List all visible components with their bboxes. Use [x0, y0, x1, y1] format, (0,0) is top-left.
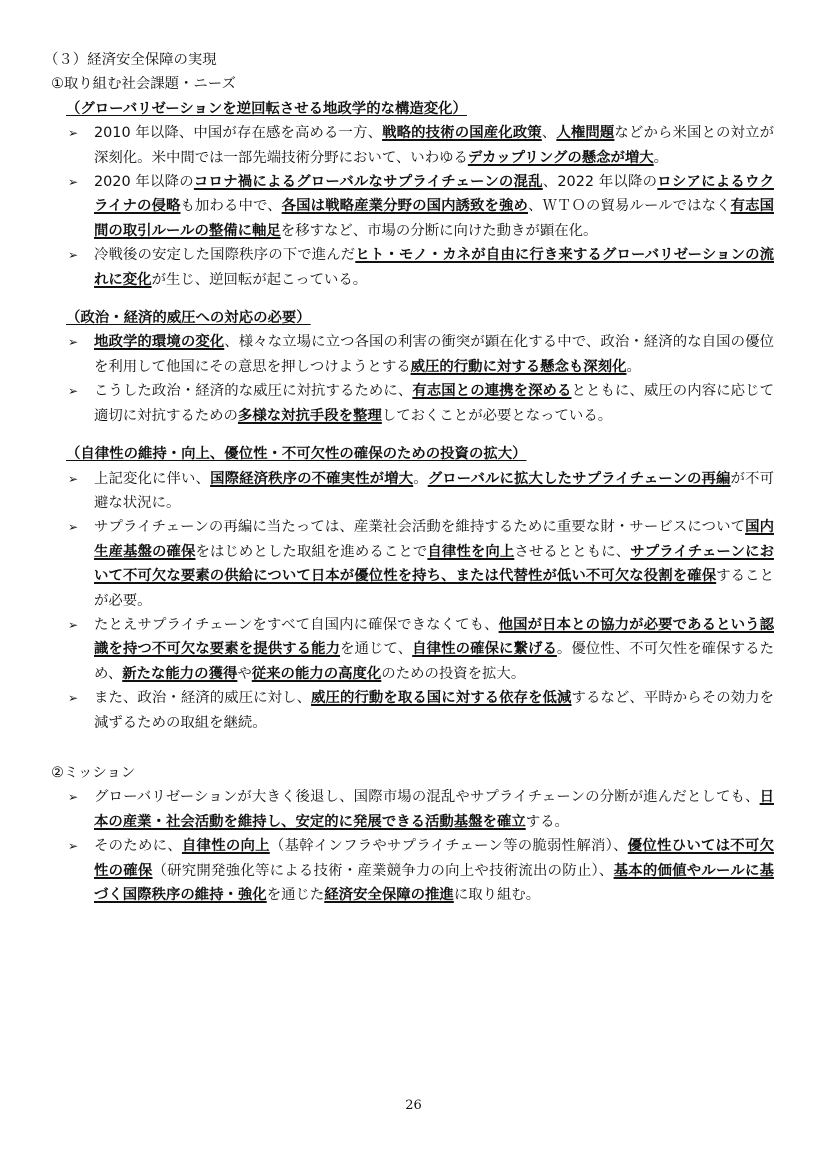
body-text: （研究開発強化等による技術・産業競争力の向上や技術流出の防止）、: [152, 862, 614, 879]
body-text: しておくことが必要となっている。: [381, 407, 613, 424]
document-body: [44, 48, 774, 907]
body-text: することが必要。: [94, 568, 774, 609]
emphasized-text: 威圧的行動を取る国に対する依存を低減: [311, 690, 572, 707]
bullet-item: [67, 330, 774, 379]
emphasized-text: 新たな能力の獲得: [122, 665, 238, 682]
emphasized-text: グローバルに拡大したサプライチェーンの再編: [427, 470, 731, 487]
bullet-item: [67, 686, 774, 735]
body-text: 。: [626, 358, 641, 375]
section-heading: （３）経済安全保障の実現: [44, 52, 217, 68]
body-text: や: [237, 665, 252, 682]
emphasized-text: 地政学的環境の変化: [94, 334, 225, 351]
emphasized-text: 威圧的行動に対する懸念も深刻化: [410, 358, 627, 375]
bullet-list: [44, 330, 774, 428]
body-text: また、政治・経済的威圧に対し、: [94, 690, 312, 707]
bullet-item: [67, 121, 774, 170]
body-text: 上記変化に伴い、: [94, 470, 211, 487]
body-text: そのために、: [94, 838, 182, 855]
emphasized-text: 人権問題: [556, 125, 615, 142]
emphasized-text: ヒト・モノ・カネが自由に行き来するグローバリゼーションの流れに変化: [94, 247, 774, 288]
body-text: 2020 年以降の: [94, 174, 194, 191]
mission-list: [44, 785, 774, 907]
page-number: 26: [405, 1098, 422, 1113]
emphasized-text: 自律性の向上: [181, 838, 270, 855]
emphasized-text: 国内生産基盤の確保: [94, 519, 774, 560]
body-text: 、様々な立場に立つ各国の利害の衝突が顕在化する中で、政治・経済的な自国の優位を利用して他国にその意思を押しつけようとする: [94, 334, 774, 375]
bullet-item: [67, 170, 774, 243]
body-text: グローバリゼーションが大きく後退し、国際市場の混乱やサプライチェーンの分断が進んだとしても、: [94, 789, 760, 806]
emphasized-text: ロシアによるウクライナの侵略: [94, 174, 774, 215]
bullet-item: [67, 243, 774, 292]
arrow-bullet-icon: ➢: [67, 471, 79, 486]
body-text: する。: [525, 813, 569, 830]
emphasized-text: 戦略的技術の国産化政策: [382, 125, 542, 142]
emphasized-text: 各国は戦略産業分野の国内誘致を強め: [281, 198, 529, 215]
body-text: 、: [541, 125, 557, 142]
bullet-list: [44, 467, 774, 735]
body-text: サプライチェーンの再編に当たっては、産業社会活動を維持するために重要な財・サービスについて: [94, 519, 746, 536]
arrow-bullet-icon: ➢: [67, 839, 79, 854]
body-text: 、ＷＴＯの貿易ルールではなく: [528, 198, 731, 215]
body-text: 、2022 年以降の: [542, 174, 658, 191]
body-text: たとえサプライチェーンをすべて自国内に確保できなくても、: [94, 616, 499, 633]
arrow-bullet-icon: ➢: [67, 248, 79, 263]
mission-item: [67, 785, 774, 834]
body-text: を移すなど、市場の分断に向けた動きが顕在化。: [280, 222, 598, 239]
body-text: 2010 年以降、中国が存在感を高める一方、: [94, 125, 383, 142]
block-title: （自律性の維持・向上、優位性・不可欠性の確保のための投資の拡大）: [66, 446, 527, 463]
arrow-bullet-icon: ➢: [67, 126, 79, 141]
emphasized-text: 有志国間の取引ルールの整備に軸足: [94, 198, 774, 239]
body-text: （基幹インフラやサプライチェーン等の脆弱性解消）、: [269, 838, 628, 855]
arrow-bullet-icon: ➢: [67, 520, 79, 535]
emphasized-text: 有志国との連携を深める: [412, 383, 572, 400]
needs-blocks: [44, 97, 774, 735]
body-text: を通じた: [266, 887, 325, 903]
emphasized-text: 優位性ひいては不可欠性の確保: [94, 838, 774, 879]
arrow-bullet-icon: ➢: [67, 384, 79, 399]
body-text: させるとともに、: [514, 543, 631, 560]
body-text: も加わる中で、: [180, 198, 282, 215]
arrow-bullet-icon: ➢: [67, 790, 79, 805]
arrow-bullet-icon: ➢: [67, 691, 79, 706]
body-text: とともに、威圧の内容に応じて適切に対抗するための: [94, 383, 774, 424]
arrow-bullet-icon: ➢: [67, 617, 79, 632]
arrow-bullet-icon: ➢: [67, 335, 79, 350]
body-text: が生じ、逆回転が起こっている。: [151, 271, 368, 288]
body-text: のための投資を拡大。: [381, 665, 526, 682]
body-text: するなど、平時からその効力を減ずるための取組を継続。: [94, 690, 774, 731]
body-text: を通じて、: [340, 641, 413, 658]
body-text: に取り組む。: [453, 887, 541, 903]
emphasized-text: 自律性の確保に繋げる: [412, 641, 557, 658]
subsection-heading-needs: ①取り組む社会課題・ニーズ: [51, 76, 236, 93]
body-text: こうした政治・経済的な威圧に対抗するために、: [94, 383, 413, 400]
bullet-item: [67, 379, 774, 428]
emphasized-text: サプライチェーンにおいて不可欠な要素の供給について日本が優位性を持ち、または代替性が低い不可欠な役割を確保: [94, 543, 774, 585]
emphasized-text: 多様な対抗手段を整理: [237, 407, 382, 424]
emphasized-text: 従来の能力の高度化: [251, 665, 382, 682]
body-text: 冷戦後の安定した国際秩序の下で進んだ: [94, 247, 356, 264]
body-text: 。優位性、不可欠性を確保するため、: [94, 641, 774, 682]
emphasized-text: デカップリングの懸念が増大: [467, 149, 654, 166]
bullet-item: [67, 515, 774, 613]
body-text: 。: [653, 149, 669, 166]
emphasized-text: 日本の産業・社会活動を維持し、安定的に発展できる活動基盤を確立: [94, 789, 774, 830]
emphasized-text: コロナ禍によるグローバルなサプライチェーンの混乱: [193, 174, 543, 191]
subsection-heading-mission: ②ミッション: [51, 764, 136, 781]
block-title: （グローバリゼーションを逆回転させる地政学的な構造変化）: [66, 100, 467, 117]
emphasized-text: 基本的価値やルールに基づく国際秩序の維持・強化: [94, 862, 774, 903]
body-text: 。: [413, 470, 428, 487]
bullet-list: [44, 121, 774, 292]
block-title: （政治・経済的威圧への対応の必要）: [66, 310, 311, 327]
emphasized-text: 他国が日本との協力が必要であるという認識を持つ不可欠な要素を提供する能力: [94, 616, 774, 658]
body-text: が不可避な状況に。: [94, 470, 774, 511]
body-text: などから米国との対立が深刻化。米中間では一部先端技術分野において、いわゆる: [94, 125, 774, 166]
emphasized-text: 自律性を向上: [427, 543, 515, 560]
bullet-item: [67, 613, 774, 686]
emphasized-text: 経済安全保障の推進: [324, 887, 454, 903]
body-text: をはじめとした取組を進めることで: [195, 543, 428, 560]
bullet-item: [67, 467, 774, 516]
arrow-bullet-icon: ➢: [67, 175, 79, 190]
emphasized-text: 国際経済秩序の不確実性が増大: [210, 470, 414, 487]
mission-item: [67, 834, 774, 907]
